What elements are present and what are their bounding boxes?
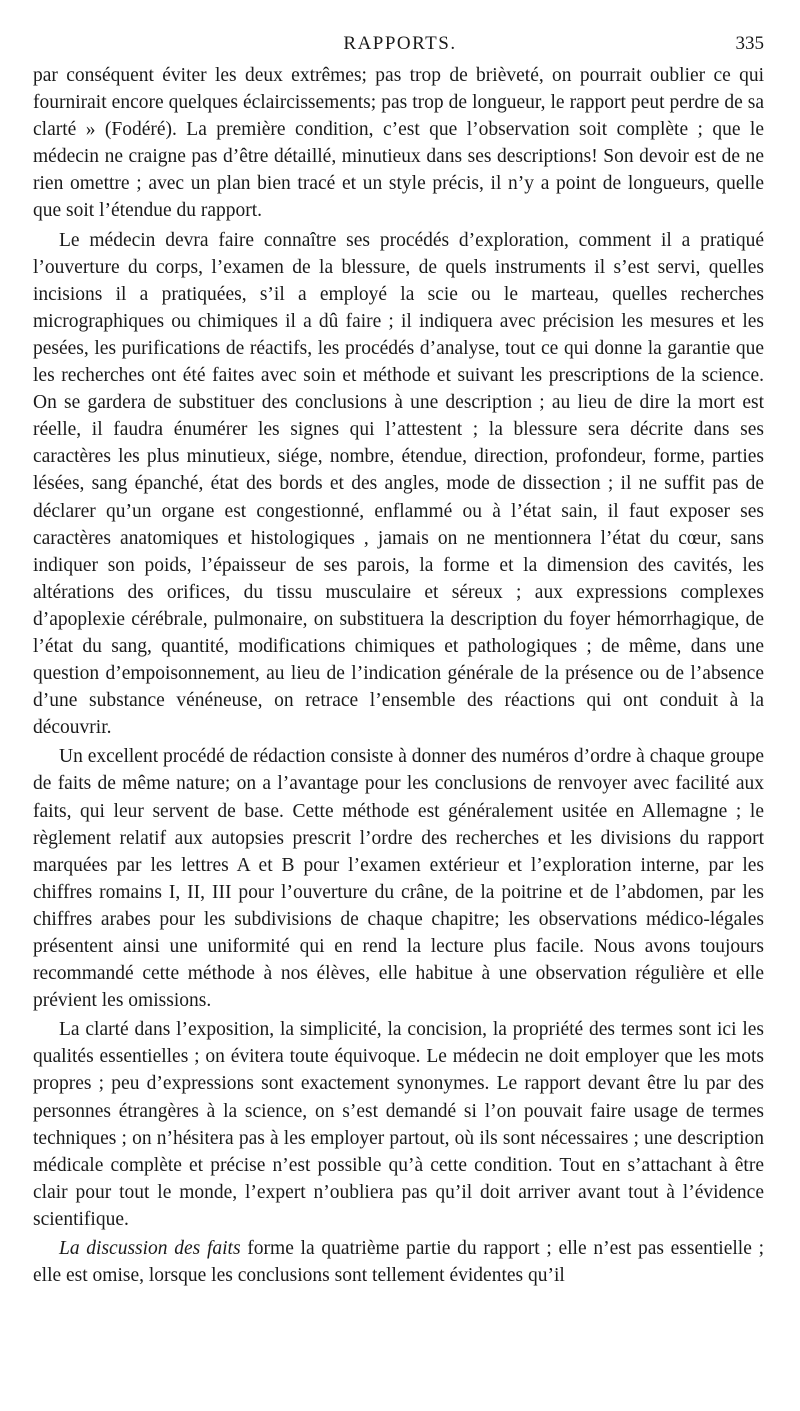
paragraph-continued: par conséquent éviter les deux extrêmes; pas trop de brièveté, on pourrait oublier ce qui fournirait encore quelques éclaircissements; pas trop de longueur, le rapport peut perdre de sa clarté » (Fodéré). La première condition, c’est que l’observation soit complète ; que le médecin ne craigne pas d’être détaillé, minutieux dans ses descriptions! Son devoir est de ne rien omettre ; avec un plan bien tracé et un style précis, il n’y a point de longueurs, quelle que soit l’étendue du rapport. bbox=[33, 65, 764, 222]
body-text bbox=[33, 62, 764, 1291]
paragraph-numbering-method: Un excellent procédé de rédaction consiste à donner des numéros d’ordre à chaque groupe de faits de même nature; on a l’avantage pour les conclusions de renvoyer avec facilité aux faits, qui leur servent de base. Cette méthode est généralement usitée en Allemagne ; le règlement relatif aux autopsies prescrit l’ordre des recherches et les divisions du rapport marquées par les lettres A et B pour l’examen extérieur et l’exploration interne, par les chiffres romains I, II, III pour l’ouverture du crâne, de la poitrine et de l’abdomen, par les chiffres arabes pour les subdivisions de chaque chapitre; les observations médico-légales présentent ainsi une uniformité qui en rend la lecture plus facile. Nous avons toujours recommandé cette méthode à nos élèves, elle habitue à une observation régulière et elle prévient les omissions. bbox=[33, 746, 764, 1012]
paragraph-clarity: La clarté dans l’exposition, la simplicité, la concision, la propriété des termes sont ici les qualités essentielles ; on évitera toute équivoque. Le médecin ne doit employer que les mots propres ; peu d’expressions sont exactement synonymes. Le rapport devant être lu par des personnes étrangères à la science, on s’est demandé si l’on pouvait faire usage de termes techniques ; on n’hésitera pas à les employer partout, où ils sont nécessaires ; une description médicale complète et précise n’est possible qu’à cette condition. Tout en s’attachant à être clair pour tout le monde, l’expert n’oubliera pas qu’il doit arriver avant tout à l’évidence scientifique. bbox=[33, 1019, 764, 1230]
page-number: 335 bbox=[735, 33, 764, 54]
paragraph-discussion bbox=[33, 1235, 764, 1289]
running-head bbox=[0, 30, 800, 58]
italic-section-title: La discussion des faits bbox=[59, 1238, 241, 1260]
paragraph-exploration-procedures: Le médecin devra faire connaître ses procédés d’exploration, comment il a pratiqué l’ouverture du corps, l’examen de la blessure, de quels instruments il s’est servi, quelles incisions il a pratiquées, s’il a employé la scie ou le marteau, quelles recherches micrographiques ou chimiques il a dû faire ; il indiquera avec précision les mesures et les pesées, les purifications de réactifs, les procédés d’analyse, tout ce qui donne la garantie que les recherches ont été faites avec soin et méthode et suivant les prescriptions de la science. On se gardera de substituer des conclusions à une description ; au lieu de dire la mort est réelle, il faudra énumérer les signes qui l’attestent ; la blessure sera décrite dans ses caractères les plus minutieux, siége, nombre, étendue, direction, profondeur, forme, parties lésées, sang épanché, état des bords et des angles, mode de dissection ; il ne suffit pas de déclarer qu’un organe est congestionné, enflammé ou à l’état sain, il faut exposer ses caractères anatomiques et histologiques , jamais on ne mentionnera l’état du cœur, sans indiquer son poids, l’épaisseur de ses parois, la forme et la dimension des cavités, les altérations des orifices, du tissu musculaire et séreux ; aux expressions complexes d’apoplexie cérébrale, pulmonaire, on substituera la description du foyer hémorrhagique, de l’état du sang, quantité, modifications chimiques et pathologiques ; de même, dans une question d’empoisonnement, au lieu de l’indication générale de la présence ou de l’absence d’une substance vénéneuse, on retrace l’ensemble des réactions qui ont conduit à la découvrir. bbox=[33, 229, 764, 739]
paragraph-discussion-text: forme la quatrième partie du rapport ; elle n’est pas essentielle ; elle est omise, lorsque les conclusions sont tellement évidentes qu’il bbox=[33, 1238, 764, 1287]
running-title: RAPPORTS. bbox=[343, 33, 457, 54]
